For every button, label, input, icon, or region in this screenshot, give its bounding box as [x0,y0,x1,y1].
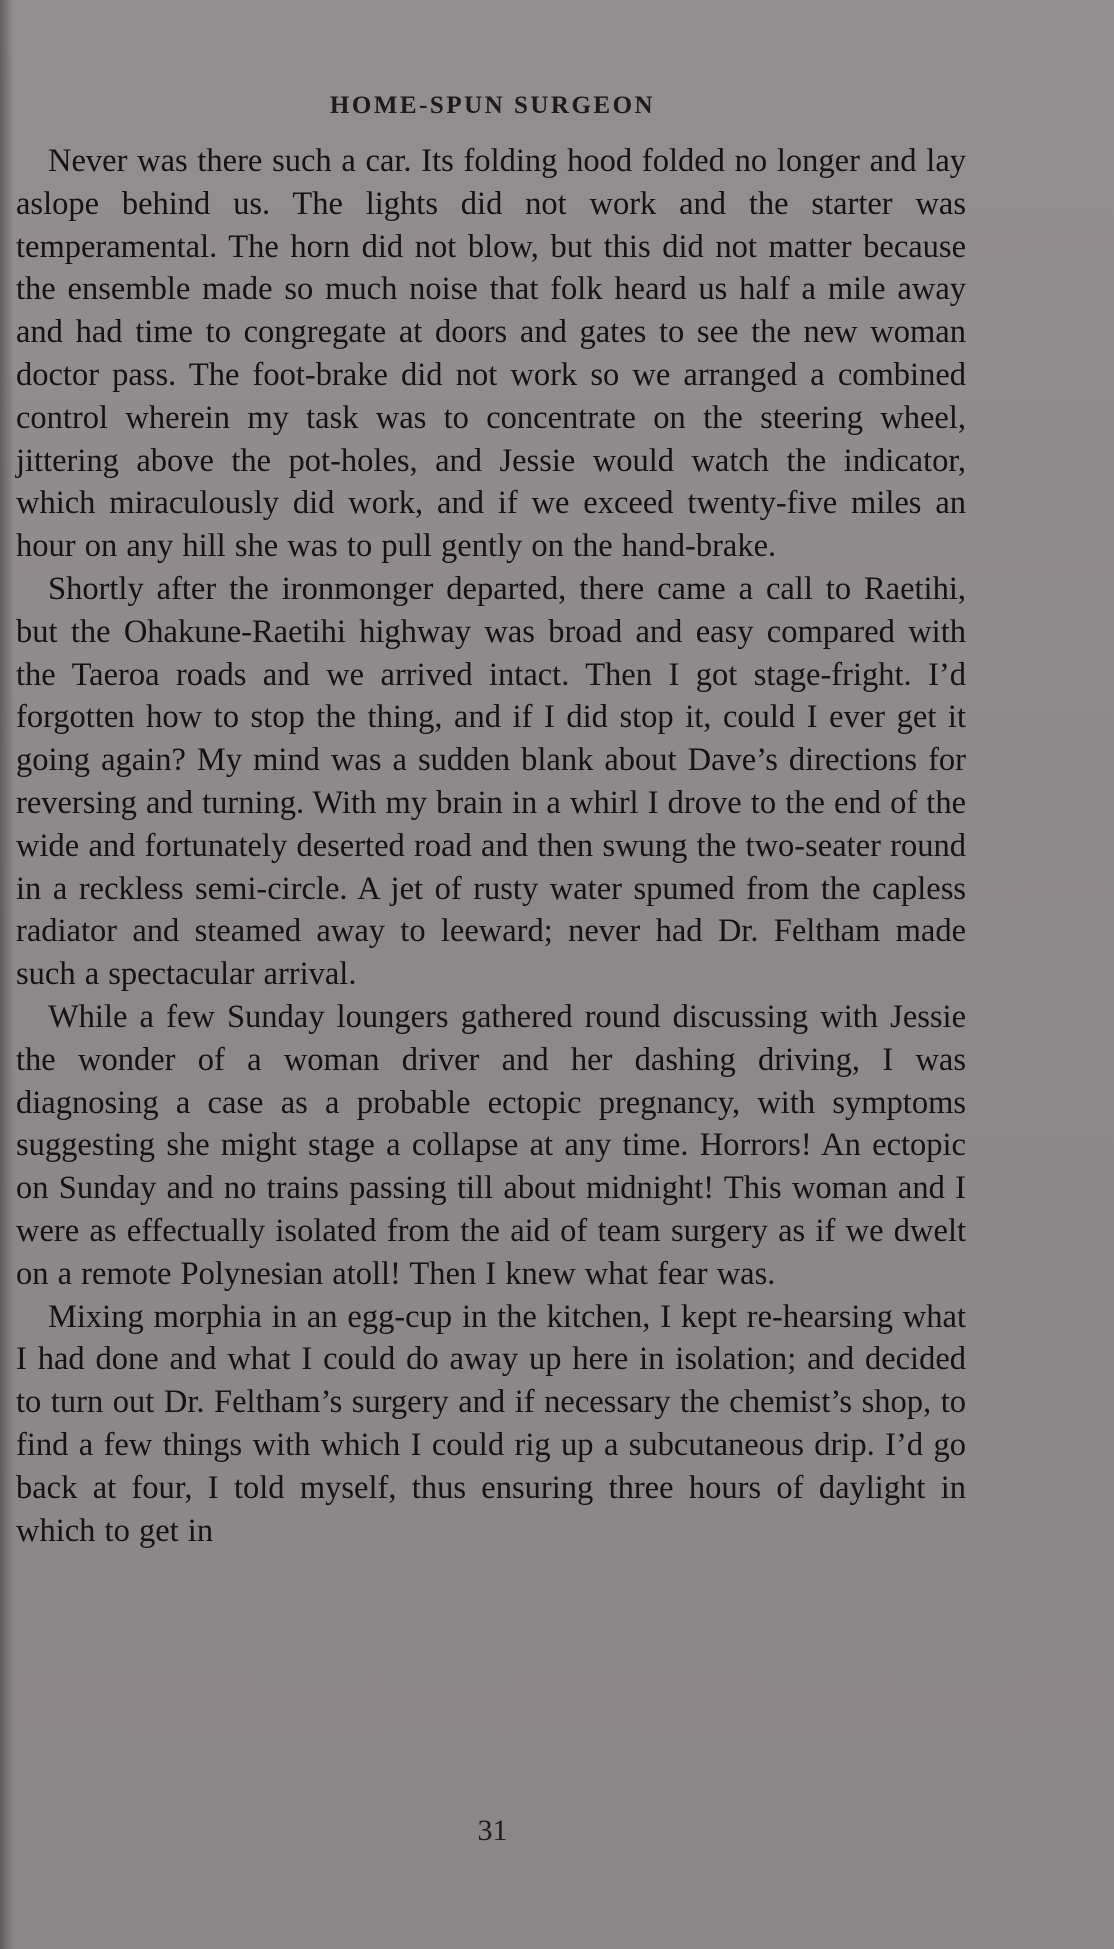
paragraph-ectopic: While a few Sunday loungers gathered round discussing with Jessie the wonder of a woman driver and her dashing driving, I was diagnosing a case as a probable ectopic pregnancy, with symptoms suggesting she might stage a collapse at any time. Horrors! An ectopic on Sunday and no trains passing till about midnight! This woman and I were as effectually isolated from the aid of team surgery as if we dwelt on a remote Polynesian atoll! Then I knew what fear was. [16,998,966,1292]
page-edge-shadow [0,0,14,1949]
page-number: 31 [477,1814,508,1847]
body-text [16,140,966,1552]
paragraph-car: Never was there such a car. Its folding hood folded no longer and lay aslope behind us. The lights did not work and the starter was temperamental. The horn did not blow, but this did not matter because the ensemble made so much noise that folk heard us half a mile away and had time to congregate at doors and gates to see the new woman doctor pass. The foot-brake did not work so we arranged a combined control wherein my task was to concentrate on the steering wheel, jittering above the pot-holes, and Jessie would watch the indicator, which miraculously did work, and if we exceed twenty-five miles an hour on any hill she was to pull gently on the hand-brake. [16,143,966,565]
paragraph-raetihi: Shortly after the ironmonger departed, there came a call to Raetihi, but the Ohakune-Raetihi highway was broad and easy compared with the Taeroa roads and we arrived intact. Then I got stage-fright. I’d forgotten how to stop the thing, and if I did stop it, could I ever get it going again? My mind was a sudden blank about Dave’s directions for reversing and turning. With my brain in a whirl I drove to the end of the wide and fortunately deserted road and then swung the two-seater round in a reckless semi-circle. A jet of rusty water spumed from the capless radiator and steamed away to leeward; never had Dr. Feltham made such a spectacular arrival. [16,570,966,993]
running-head: HOME-SPUN SURGEON [329,92,656,119]
paragraph-morphia: Mixing morphia in an egg-cup in the kitchen, I kept re-hearsing what I had done and what I could do away up here in isolation; and decided to turn out Dr. Feltham’s surgery and if necessary the chemist’s shop, to find a few things with which I could rig up a subcutaneous drip. I’d go back at four, I told myself, thus ensuring three hours of daylight in which to get in [16,1298,966,1549]
